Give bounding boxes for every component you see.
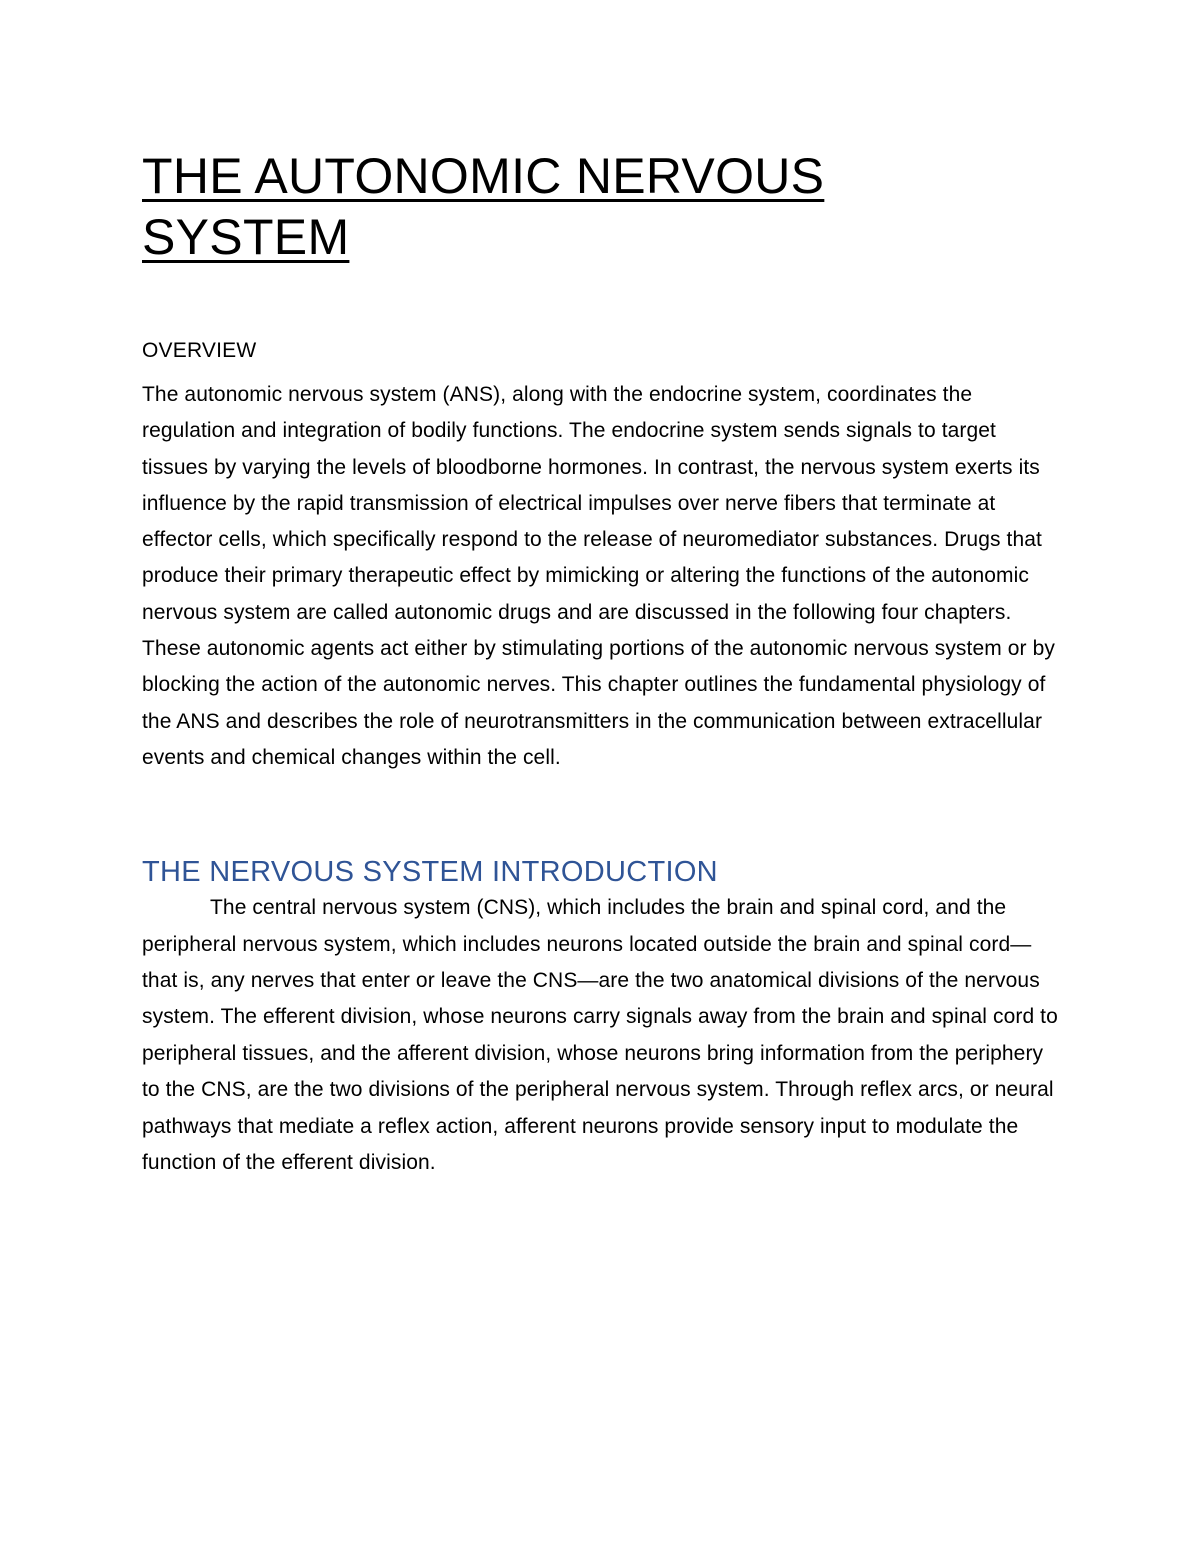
document-body: [142, 146, 1062, 1182]
overview-paragraph: The autonomic nervous system (ANS), along with the endocrine system, coordinates the regulation and integration of bodily functions. The endocrine system sends signals to target tissues by varying the levels of bloodborne hormones. In contrast, the nervous system exerts its influence by the rapid transmission of electrical impulses over nerve fibers that terminate at effector cells, which specifically respond to the release of neuromediator substances. Drugs that produce their primary therapeutic effect by mimicking or altering the functions of the autonomic nervous system are called autonomic drugs and are discussed in the following four chapters. These autonomic agents act either by stimulating portions of the autonomic nervous system or by blocking the action of the autonomic nerves. This chapter outlines the fundamental physiology of the ANS and describes the role of neurotransmitters in the communication between extracellular events and chemical changes within the cell.: [142, 383, 1055, 769]
section-heading: THE NERVOUS SYSTEM INTRODUCTION: [142, 856, 718, 889]
overview-label: OVERVIEW: [142, 339, 257, 362]
section-paragraph: The central nervous system (CNS), which includes the brain and spinal cord, and the peripheral nervous system, which includes neurons located outside the brain and spinal cord—that is, any nerves that enter or leave the CNS—are the two anatomical divisions of the nervous system. The efferent division, whose neurons carry signals away from the brain and spinal cord to peripheral tissues, and the afferent division, whose neurons bring information from the periphery to the CNS, are the two divisions of the peripheral nervous system. Through reflex arcs, or neural pathways that mediate a reflex action, afferent neurons provide sensory input to modulate the function of the efferent division.: [142, 896, 1058, 1175]
document-title: THE AUTONOMIC NERVOUS SYSTEM: [142, 148, 825, 265]
